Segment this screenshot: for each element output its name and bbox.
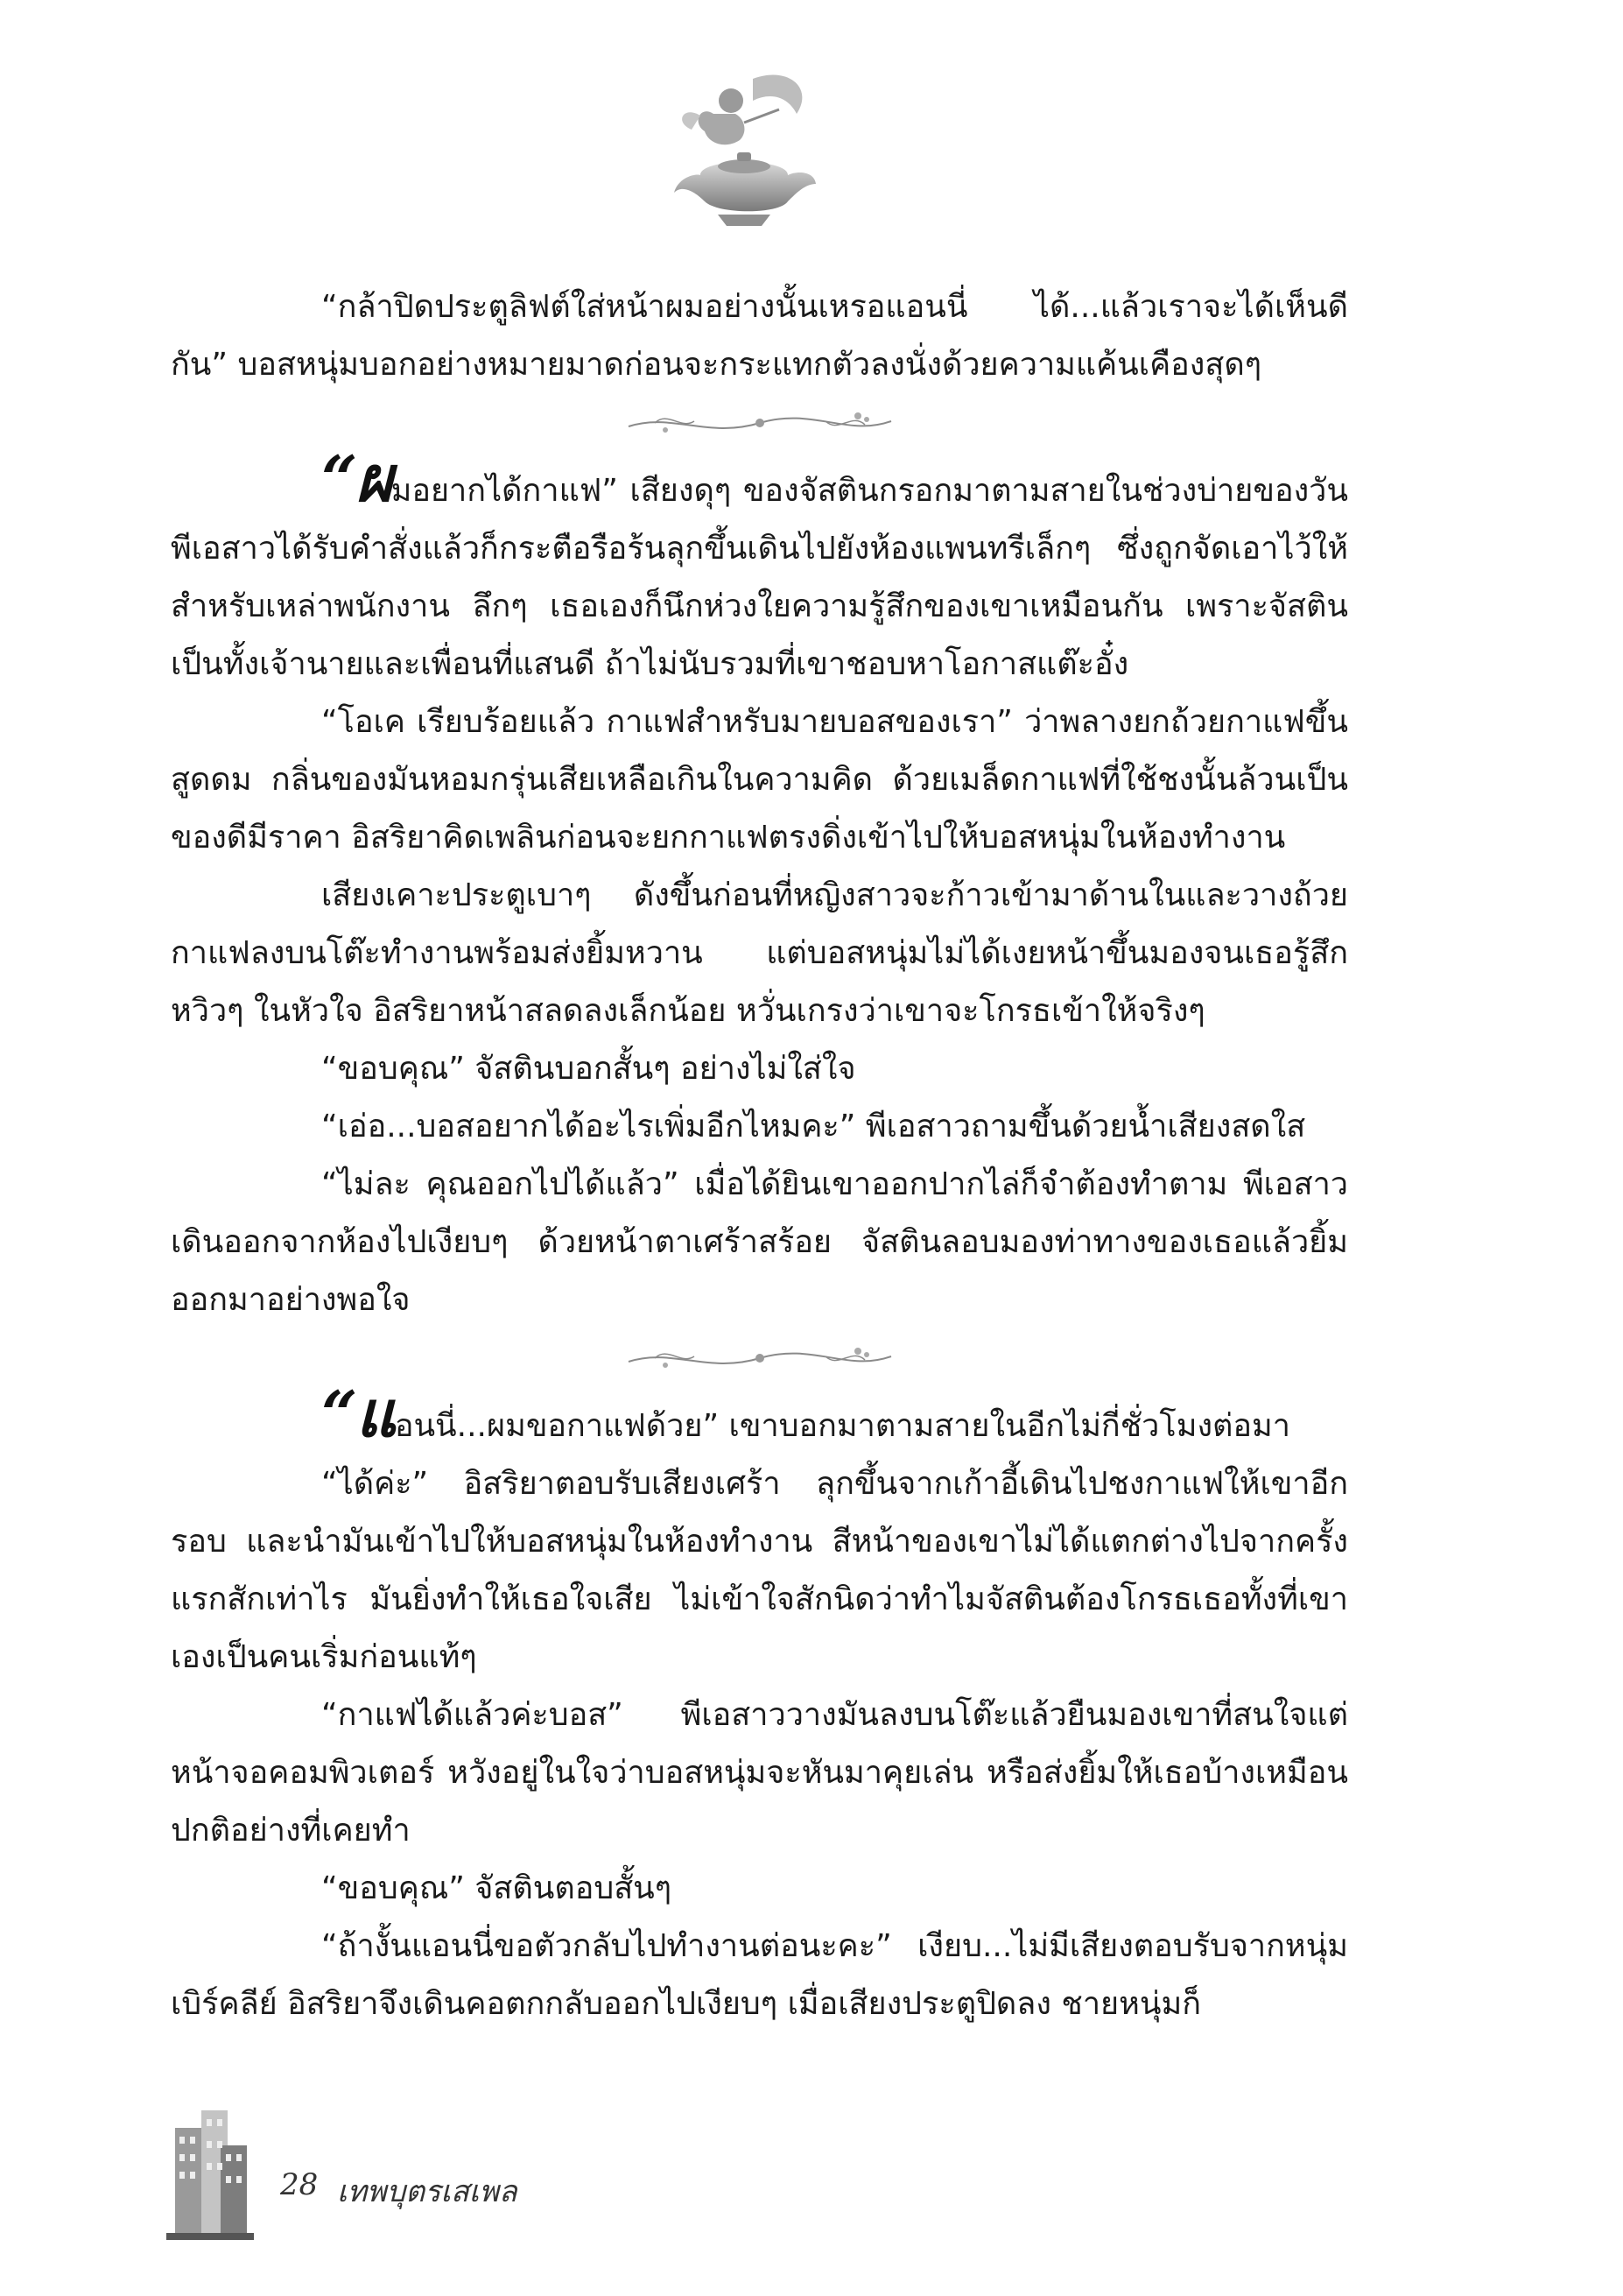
paragraph: “ขอบคุณ” จัสตินบอกสั้นๆ อย่างไม่ใส่ใจ <box>321 1051 856 1087</box>
paragraph-text: มอยากได้กาแฟ” เสียงดุๆ ของจัสตินกรอกมาตามสายในช่วงบ่ายของวัน พีเอสาวได้รับคำสั่งแล้วก็กระตือรือร้นลุกขึ้นเดินไปยังห้องแพนทรีเล็กๆ ซึ่งถูกจัดเอาไว้ให้สำหรับเหล่าพนักงาน ลึกๆ เธอเองก็นึกห่วงใยความรู้สึกของเขาเหมือนกัน เพราะจัสตินเป็นทั้งเจ้านายและเพื่อนที่แสนดี ถ้าไม่นับรวมที่เขาชอบหาโอกาสแต๊ะอั๋ง <box>171 473 1348 682</box>
paragraph: “เอ่อ...บอสอยากได้อะไรเพิ่มอีกไหมคะ” พีเอสาวถามขึ้นด้วยน้ำเสียงสดใส <box>321 1109 1306 1144</box>
page-number: 28 <box>280 2167 319 2202</box>
paragraph: “ได้ค่ะ” อิสริยาตอบรับเสียงเศร้า ลุกขึ้นจากเก้าอี้เดินไปชงกาแฟให้เขาอีกรอบ และนำมันเข้าไปให้บอสหนุ่มในห้องทำงาน สีหน้าของเขาไม่ได้แตกต่างไปจากครั้งแรกสักเท่าไร มันยิ่งทำให้เธอใจเสีย ไม่เข้าใจสักนิดว่าทำไมจัสตินต้องโกรธเธอทั้งที่เขาเองเป็นคนเริ่มก่อนแท้ๆ <box>171 1466 1348 1675</box>
paragraph-with-drop-cap <box>171 1377 1348 1455</box>
paragraph: “ขอบคุณ” จัสตินตอบสั้นๆ <box>321 1870 672 1906</box>
page-footer <box>166 2102 692 2242</box>
paragraph-with-drop-cap <box>171 441 1348 694</box>
paragraph: “โอเค เรียบร้อยแล้ว กาแฟสำหรับมายบอสของเรา” ว่าพลางยกถ้วยกาแฟขึ้นสูดดม กลิ่นของมันหอมกรุ่นเสียเหลือเกินในความคิด ด้วยเมล็ดกาแฟที่ใช้ชงนั้นล้วนเป็นของดีมีราคา อิสริยาคิดเพลินก่อนจะยกกาแฟตรงดิ่งเข้าไปให้บอสหนุ่มในห้องทำงาน <box>171 704 1348 856</box>
paragraph-text: อนนี่...ผมขอกาแฟด้วย” เขาบอกมาตามสายในอีกไม่กี่ชั่วโมงต่อมา <box>394 1408 1290 1444</box>
cupid-teapot-emblem-icon <box>665 61 823 236</box>
floral-ornament-icon <box>620 404 900 442</box>
paragraph: เสียงเคาะประตูเบาๆ ดังขึ้นก่อนที่หญิงสาวจะก้าวเข้ามาด้านในและวางถ้วยกาแฟลงบนโต๊ะทำงานพร้อมส่งยิ้มหวาน แต่บอสหนุ่มไม่ได้เงยหน้าขึ้นมองจนเธอรู้สึกหวิวๆ ในหัวใจ อิสริยาหน้าสลดลงเล็กน้อย หวั่นเกรงว่าเขาจะโกรธเข้าให้จริงๆ <box>171 877 1348 1029</box>
drop-cap: “ผ <box>321 441 391 516</box>
paragraph: “กล้าปิดประตูลิฟต์ใส่หน้าผมอย่างนั้นเหรอแอนนี่ ได้...แล้วเราจะได้เห็นดีกัน” บอสหนุ่มบอกอย่างหมายมาดก่อนจะกระแทกตัวลงนั่งด้วยความแค้นเคืองสุดๆ <box>171 289 1348 383</box>
floral-ornament-icon <box>620 1339 900 1377</box>
paragraph: “ถ้างั้นแอนนี่ขอตัวกลับไปทำงานต่อนะคะ” เงียบ...ไม่มีเสียงตอบรับจากหนุ่มเบิร์คลีย์ อิสริยาจึงเดินคอตกกลับออกไปเงียบๆ เมื่อเสียงประตูปิดลง ชายหนุ่มก็ <box>171 1928 1348 2022</box>
book-title: เทพบุตรเสเพล <box>337 2174 517 2209</box>
paragraph: “กาแฟได้แล้วค่ะบอส” พีเอสาววางมันลงบนโต๊ะแล้วยืนมองเขาที่สนใจแต่หน้าจอคอมพิวเตอร์ หวังอยู่ในใจว่าบอสหนุ่มจะหันมาคุยเล่น หรือส่งยิ้มให้เธอบ้างเหมือนปกติอย่างที่เคยทำ <box>171 1697 1348 1849</box>
body-text <box>171 278 1348 2033</box>
buildings-icon <box>166 2102 254 2242</box>
drop-cap: “แ <box>321 1377 395 1451</box>
paragraph: “ไม่ละ คุณออกไปได้แล้ว” เมื่อได้ยินเขาออกปากไล่ก็จำต้องทำตาม พีเอสาวเดินออกจากห้องไปเงียบๆ ด้วยหน้าตาเศร้าสร้อย จัสตินลอบมองท่าทางของเธอแล้วยิ้มออกมาอย่างพอใจ <box>171 1166 1348 1318</box>
